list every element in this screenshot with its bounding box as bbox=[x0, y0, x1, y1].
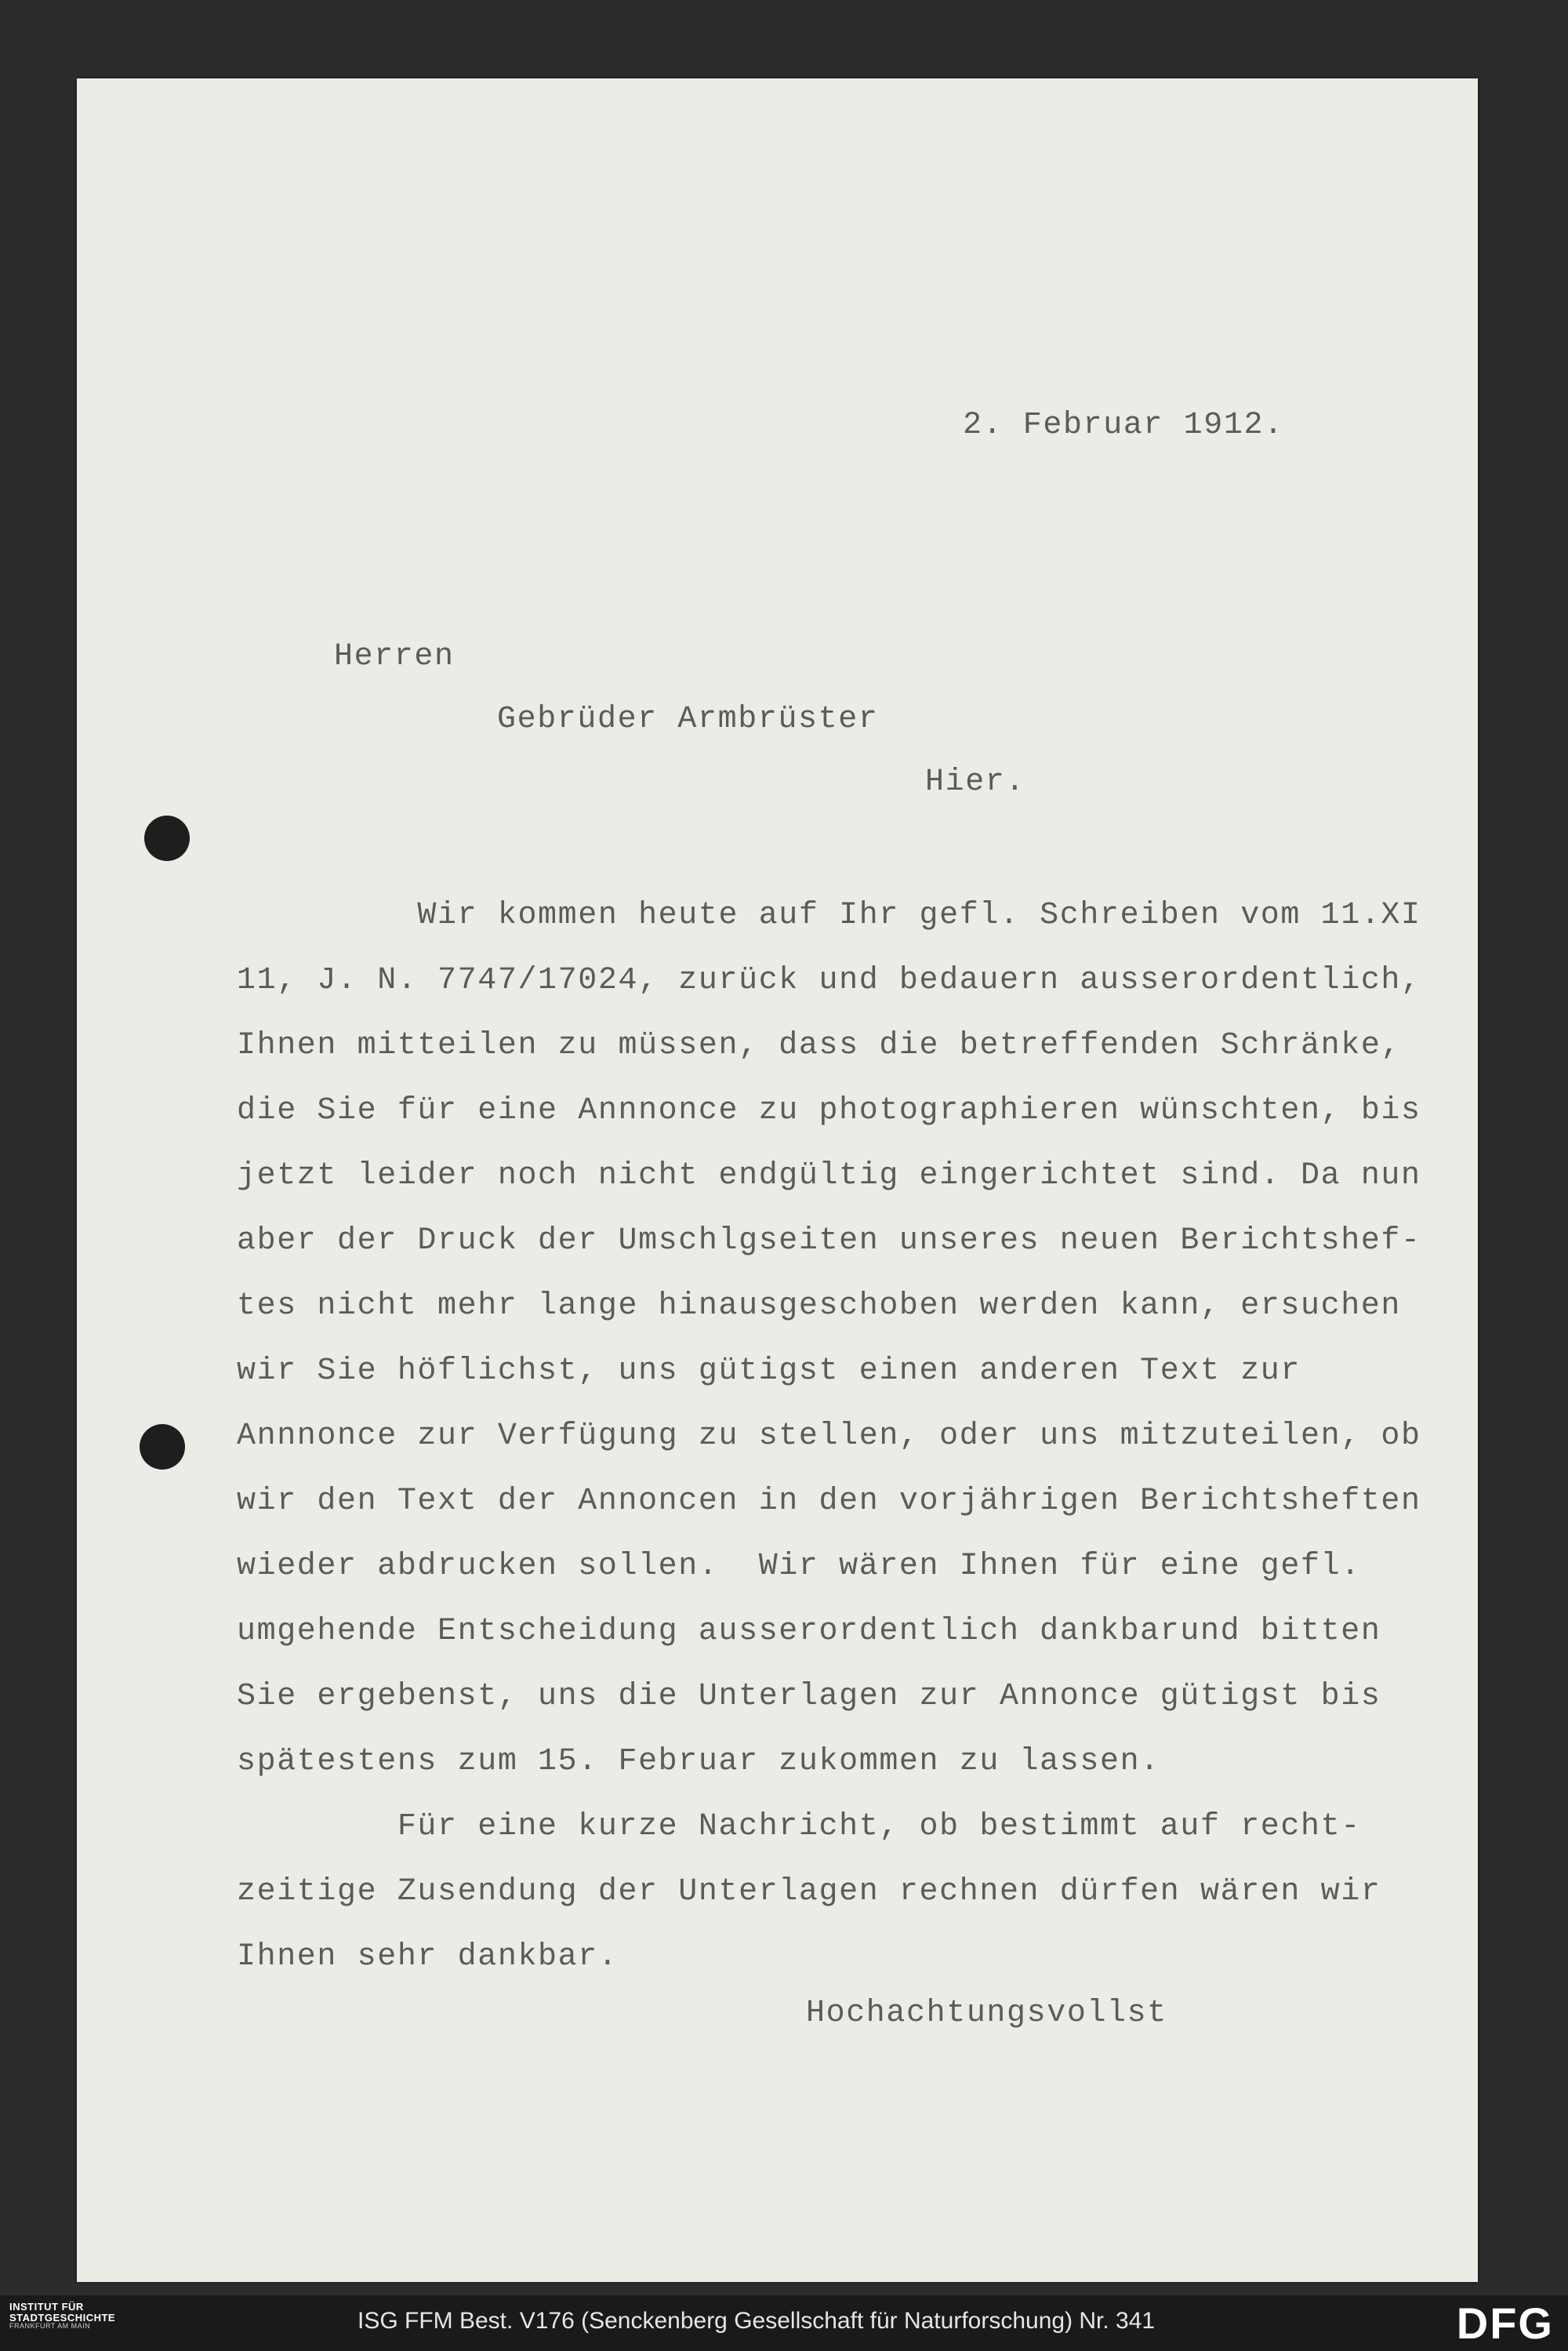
recipient-location: Hier. bbox=[925, 765, 1026, 800]
archive-footer-bar bbox=[0, 2295, 1568, 2351]
body-line: wir Sie höflichst, uns gütigst einen anderen Text zur bbox=[237, 1354, 1301, 1389]
body-line: Ihnen sehr dankbar. bbox=[237, 1939, 619, 1975]
letter-page bbox=[77, 78, 1478, 2282]
closing: Hochachtungsvollst bbox=[806, 1996, 1167, 2031]
letter-body bbox=[237, 898, 1421, 1975]
body-line: wieder abdrucken sollen. Wir wären Ihnen für eine gefl. bbox=[237, 1549, 1361, 1584]
recipient-name: Gebrüder Armbrüster bbox=[497, 702, 879, 737]
body-line: die Sie für eine Annnonce zu photographieren wünschten, bis bbox=[237, 1093, 1421, 1128]
archive-citation: ISG FFM Best. V176 (Senckenberg Gesellschaft für Naturforschung) Nr. 341 bbox=[358, 2308, 1156, 2334]
body-line: tes nicht mehr lange hinausgeschoben werden kann, ersuchen bbox=[237, 1288, 1402, 1324]
body-line: jetzt leider noch nicht endgültig eingerichtet sind. Da nun bbox=[237, 1158, 1421, 1194]
body-line: 11, J. N. 7747/17024, zurück und bedauern ausserordentlich, bbox=[237, 963, 1421, 998]
body-line: spätestens zum 15. Februar zukommen zu lassen. bbox=[237, 1744, 1160, 1779]
punch-hole-bottom bbox=[140, 1424, 185, 1470]
institution-line2: STADTGESCHICHTE bbox=[9, 2311, 116, 2324]
body-line: wir den Text der Annoncen in den vorjährigen Berichtsheften bbox=[237, 1484, 1421, 1519]
body-line: zeitige Zusendung der Unterlagen rechnen dürfen wären wir bbox=[237, 1874, 1381, 1910]
institution-line1: INSTITUT FÜR bbox=[9, 2301, 84, 2313]
institution-line3: FRANKFURT AM MAIN bbox=[9, 2322, 91, 2331]
dfg-logo: DFG bbox=[1456, 2298, 1554, 2348]
body-line: Für eine kurze Nachricht, ob bestimmt auf recht- bbox=[237, 1809, 1361, 1844]
body-line: Annnonce zur Verfügung zu stellen, oder uns mitzuteilen, ob bbox=[237, 1419, 1421, 1454]
body-line: Sie ergebenst, uns die Unterlagen zur Annonce gütigst bis bbox=[237, 1679, 1381, 1714]
salutation: Herren bbox=[334, 639, 455, 674]
body-line: Wir kommen heute auf Ihr gefl. Schreiben vom 11.XI bbox=[237, 898, 1421, 933]
body-line: Ihnen mitteilen zu müssen, dass die betreffenden Schränke, bbox=[237, 1028, 1402, 1063]
punch-hole-top bbox=[144, 816, 190, 861]
body-line: aber der Druck der Umschlgseiten unseres neuen Berichtshef- bbox=[237, 1223, 1421, 1259]
body-line: umgehende Entscheidung ausserordentlich dankbarund bitten bbox=[237, 1614, 1381, 1649]
letter-date: 2. Februar 1912. bbox=[963, 408, 1284, 443]
institution-logo bbox=[9, 2302, 115, 2331]
